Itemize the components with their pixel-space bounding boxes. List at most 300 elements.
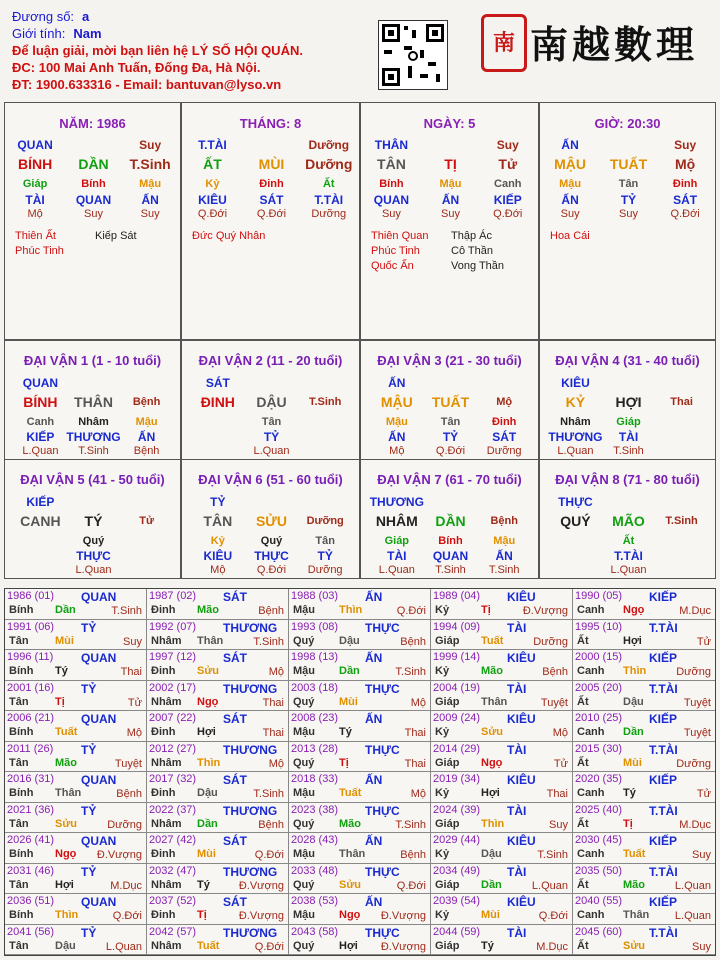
year-branch: Ngọ [197,695,219,708]
year-label: 2029 (44) [433,834,481,846]
year-cell [289,864,431,895]
year-cell [289,833,431,864]
year-phase: Bệnh [400,635,426,648]
year-branch: Hợi [197,726,216,738]
year-god: THƯƠNG [223,864,278,879]
year-cell [5,833,147,864]
year-branch: Mão [623,878,645,891]
star-name: Thập Ác [451,230,492,242]
year-phase: Suy [123,635,142,648]
year-stem: Quý [293,756,315,769]
year-god: THƯƠNG [223,681,278,696]
year-stem: Kỷ [435,726,450,738]
hidden-god: THỰC [76,549,111,563]
year-branch: Tý [481,939,494,952]
address: ĐC: 100 Mai Anh Tuấn, Đống Đa, Hà Nội. [12,60,261,75]
year-branch: Mùi [197,848,216,860]
year-god: QUAN [81,834,117,848]
year-god: T.TÀI [649,925,678,940]
header-info [12,8,303,93]
year-phase: T.Sinh [111,605,142,617]
year-god: TỶ [81,681,97,696]
pillar-cell: Đinh [672,178,698,190]
pillar-title: THÁNG: 8 [239,116,302,131]
year-label: 2006 (21) [7,712,55,724]
year-branch: Mùi [55,634,74,647]
hidden-phase: T.Sinh [78,445,109,457]
pillar-cell: TÀI [25,193,45,207]
year-phase: Thai [262,696,284,709]
pillar-cell: ẤN [561,138,579,152]
year-cell [5,864,147,895]
hidden-phase: L.Quan [75,564,112,576]
year-branch: Thìn [623,665,647,677]
hidden-phase: L.Quan [22,445,59,457]
hidden-phase: T.Sinh [435,564,466,576]
star-name: Quốc Ấn [371,260,414,272]
year-stem: Bính [9,726,34,738]
pillar-cell: Suy [84,208,103,220]
year-branch: Mão [481,665,503,677]
pillar-cell: ẤT [203,156,222,172]
year-phase: Bệnh [116,788,142,800]
year-cell [5,650,147,681]
year-cell [289,650,431,681]
dai-van-chi: TUẤT [431,394,470,410]
year-phase: Đ.Vượng [380,940,426,953]
year-label: 1997 (12) [149,651,197,663]
year-cell [431,803,573,834]
dai-van-god: KIẾP [26,495,55,509]
year-label: 2024 (39) [433,803,481,816]
dai-van-god: ẤN [388,376,406,390]
year-god: TÀI [507,864,527,879]
year-phase: Đ.Vượng [238,910,284,922]
year-cell [431,894,573,925]
hidden-god: TÀI [618,430,639,444]
year-label: 2007 (22) [149,712,197,724]
year-label: 1989 (04) [433,590,481,602]
year-branch: Thân [197,634,224,647]
pillar-cell: ẤN [441,193,460,207]
year-stem: Giáp [435,878,460,891]
year-god: TÀI [507,742,527,757]
year-label: 2045 (60) [575,925,623,938]
year-stem: Kỷ [435,787,450,799]
year-stem: Bính [9,604,34,616]
hidden-god: KIẾP [26,430,55,444]
year-cell [5,681,147,712]
year-cell [431,833,573,864]
year-label: 2038 (53) [291,895,339,907]
dai-van-phase: Mộ [496,396,513,408]
year-stem: Giáp [435,756,460,769]
year-cell [431,681,573,712]
dai-van-chi: HỢI [615,394,642,410]
star-name: Vong Thần [451,260,505,272]
year-label: 2030 (45) [575,834,623,846]
year-label: 2001 (16) [7,681,55,694]
year-branch: Tý [623,787,636,799]
year-god: ẤN [365,895,383,909]
pillar-cell: Kỷ [205,178,220,190]
hidden-stem: Giáp [616,416,641,428]
pillar-cell: Q.Đới [670,208,700,220]
hidden-god: THƯƠNG [548,430,603,444]
dai-van-phase: Bệnh [132,396,161,408]
pillar-cell: Suy [139,138,162,152]
year-god: THỰC [365,742,400,757]
year-phase: T.Sinh [395,666,426,678]
pillar-cell: Mậu [559,178,582,190]
year-god: TÀI [507,681,527,696]
year-god: SÁT [223,712,247,726]
year-branch: Mùi [481,909,500,921]
year-cell [573,650,715,681]
hidden-stem: Ất [622,535,635,547]
hidden-stem: Quý [82,535,105,547]
hidden-phase: Dưỡng [307,564,343,576]
hidden-god: TỶ [263,430,280,444]
year-label: 2017 (32) [149,773,197,785]
year-branch: Tị [623,817,633,830]
year-stem: Canh [577,909,605,921]
year-phase: M.Dục [110,879,142,892]
year-cell [147,589,289,620]
year-god: THƯƠNG [223,620,278,635]
year-branch: Hợi [481,787,500,799]
year-cell [5,772,147,803]
year-phase: Mộ [268,757,284,770]
pillar-cell: TỶ [620,193,637,207]
pillar-cell: Suy [674,138,697,152]
dai-van-can: KỶ [565,394,586,410]
year-phase: Q.Đới [396,605,426,617]
pillar-box [539,102,716,340]
year-god: TÀI [507,803,527,818]
pillar-cell: Dưỡng [308,138,350,152]
pillar-cell: Tử [498,156,518,172]
pillar-cell: MÙI [258,156,285,172]
qr-code-icon [378,20,448,90]
year-label: 2004 (19) [433,681,481,694]
year-god: TÀI [507,925,527,940]
year-god: THỰC [365,925,400,940]
year-label: 2011 (26) [7,742,54,755]
year-god: THỰC [365,681,400,696]
year-branch: Dần [623,726,644,738]
year-label: 2014 (29) [433,742,481,755]
year-god: T.TÀI [649,803,678,818]
year-phase: Mộ [552,727,568,739]
year-god: QUAN [81,712,117,726]
dai-van-title: ĐẠI VẬN 7 (61 - 70 tuổi) [377,472,522,487]
year-label: 2034 (49) [433,864,481,877]
hidden-phase: T.Sinh [613,445,644,457]
dai-van-chi: MÃO [612,513,645,529]
year-stem: Kỷ [435,604,450,616]
year-phase: Tuyệt [683,696,711,709]
year-stem: Tân [9,817,29,830]
year-cell [147,650,289,681]
year-phase: Đ.Vượng [380,910,426,922]
year-phase: Q.Đới [112,910,142,922]
year-phase: Q.Đới [538,910,568,922]
year-stem: Quý [293,878,315,891]
year-god: T.TÀI [649,620,678,635]
year-label: 2033 (48) [291,864,339,877]
dai-van-chi: DẬU [256,394,287,410]
year-label: 1999 (14) [433,651,481,663]
star-name: Kiếp Sát [95,230,137,242]
year-label: 2015 (30) [575,742,623,755]
year-stem: Mậu [293,909,315,921]
dai-van-phase: T.Sinh [665,515,698,527]
year-cell [573,620,715,651]
pillar-cell: Bính [81,178,106,190]
year-stem: Quý [293,939,315,952]
year-cell [289,681,431,712]
hidden-god: THỰC [254,549,289,563]
star-name: Phúc Tinh [371,245,420,257]
year-stem: Tân [9,634,29,647]
pillar-cell: Mộ [675,156,696,172]
year-god: THỰC [365,620,400,635]
year-label: 2005 (20) [575,681,623,694]
hidden-god: ẤN [388,430,406,444]
hidden-god: ẤN [137,430,156,444]
year-stem: Canh [577,726,605,738]
dai-van-box [539,340,716,460]
year-god: KIÊU [507,590,536,604]
year-branch: Mùi [623,756,642,769]
year-phase: T.Sinh [537,849,568,861]
year-label: 2002 (17) [149,681,197,694]
year-phase: Thai [404,727,426,739]
pillar-cell: T.TÀI [198,138,227,152]
dai-van-title: ĐẠI VẬN 5 (41 - 50 tuổi) [20,472,165,487]
year-god: TỶ [81,925,97,940]
year-branch: Dần [197,817,218,830]
pillar-cell: T.TÀI [314,193,344,207]
year-cell [573,894,715,925]
year-cell [289,620,431,651]
year-cell [147,925,289,956]
dai-van-god: THƯƠNG [369,495,424,509]
hidden-phase: Q.Đới [435,445,466,457]
year-stem: Quý [293,634,315,647]
year-stem: Tân [9,756,29,769]
star-name: Đức Quý Nhân [192,230,266,242]
dai-van-box [360,459,539,579]
year-god: ẤN [365,834,383,848]
pillar-cell: TÂN [377,156,406,172]
year-stem: Nhâm [151,939,182,952]
year-label: 2025 (40) [575,803,623,816]
pillar-cell: ẤN [561,193,579,207]
year-label: 1994 (09) [433,620,481,633]
year-phase: Tuyệt [540,696,568,709]
year-cell [289,894,431,925]
hidden-god: QUAN [432,549,469,563]
year-cell [573,803,715,834]
gender-label: Giới tính: [12,26,66,41]
year-label: 2028 (43) [291,834,339,846]
star-name: Phúc Tinh [15,245,64,257]
year-label: 1991 (06) [7,620,55,633]
dai-van-title: ĐẠI VẬN 6 (51 - 60 tuổi) [198,472,343,487]
dai-van-box [181,459,360,579]
year-cell [5,589,147,620]
year-label: 2012 (27) [149,742,197,755]
gender-value: Nam [73,26,102,41]
year-branch: Sửu [197,665,220,677]
year-branch: Mão [339,817,361,830]
year-cell [573,772,715,803]
pillar-cell: Q.Đới [493,208,523,220]
year-cell [147,681,289,712]
dai-van-title: ĐẠI VẬN 2 (11 - 20 tuổi) [198,353,343,368]
year-label: 1998 (13) [291,651,339,663]
dai-van-title: ĐẠI VẬN 1 (1 - 10 tuổi) [23,353,162,368]
year-cell [289,589,431,620]
year-cell [289,925,431,956]
dai-van-chi: SỬU [255,513,288,529]
pillar-cell: Suy [140,208,160,220]
year-label: 2003 (18) [291,681,339,694]
year-branch: Dậu [481,848,502,860]
red-seal-logo: 南 [481,14,527,72]
year-phase: Q.Đới [254,849,284,861]
year-label: 1996 (11) [7,651,54,663]
year-label: 2041 (56) [7,925,55,938]
dai-van-can: CANH [20,513,61,529]
year-branch: Mão [55,756,77,769]
year-god: KIÊU [507,651,536,665]
dai-van-box [539,459,716,579]
pillar-cell: BÍNH [17,156,53,172]
hidden-god: TÀI [387,549,407,563]
year-god: SÁT [223,834,247,848]
pillar-cell: ẤN [141,193,159,207]
pillar-cell: Bính [379,178,404,190]
year-stem: Giáp [435,695,460,708]
year-god: TỶ [81,620,97,635]
year-branch: Thân [339,848,366,860]
year-cell [289,772,431,803]
pillar-cell: Dưỡng [311,208,347,220]
pillar-cell: KIẾP [493,193,522,207]
year-label: 2019 (34) [433,773,481,785]
year-phase: Mộ [410,696,426,709]
year-cell [289,711,431,742]
year-label: 1995 (10) [575,620,623,633]
year-god: ẤN [365,651,383,665]
year-label: 2027 (42) [149,834,197,846]
dai-van-title: ĐẠI VẬN 8 (71 - 80 tuổi) [555,472,700,487]
annual-luck-grid [4,588,716,956]
year-cell [147,833,289,864]
year-cell [431,742,573,773]
dai-van-box [4,459,181,579]
year-branch: Tý [339,726,352,738]
hidden-phase: Bệnh [133,445,160,457]
year-label: 2008 (23) [291,712,339,724]
year-stem: Mậu [293,665,315,677]
hidden-god: SÁT [492,430,517,444]
pillar-cell: KIÊU [198,193,227,207]
year-phase: Thai [262,727,284,739]
pillar-cell: SÁT [259,193,284,207]
year-cell [147,894,289,925]
year-god: KIẾP [649,590,678,604]
year-phase: M.Dục [679,605,711,617]
year-branch: Tị [197,909,207,921]
year-branch: Ngọ [55,848,77,860]
pillar-box [360,102,539,340]
year-cell [431,711,573,742]
hidden-god: TỶ [442,430,459,444]
hidden-stem: Nhâm [560,416,591,428]
year-god: KIÊU [507,712,536,726]
year-god: KIẾP [649,834,678,848]
hidden-stem: Kỷ [210,535,225,547]
year-cell [5,711,147,742]
dai-van-can: QUÝ [560,513,591,529]
year-branch: Thân [623,909,650,921]
year-phase: T.Sinh [253,788,284,800]
year-phase: Đ.Vượng [522,605,568,617]
hidden-god: THƯƠNG [66,430,121,444]
year-branch: Sửu [55,817,78,830]
year-branch: Tuất [55,726,78,738]
year-cell [431,650,573,681]
hidden-phase: Dưỡng [486,445,522,457]
year-god: KIÊU [507,834,536,848]
pillar-cell: Mậu [139,178,162,190]
year-stem: Đinh [151,787,176,799]
year-phase: Mộ [268,666,284,678]
pillar-cell: QUAN [75,193,112,207]
year-label: 2021 (36) [7,803,55,816]
year-label: 2031 (46) [7,864,55,877]
year-cell [573,864,715,895]
year-cell [5,894,147,925]
pillar-cell: THÂN [374,138,409,152]
year-branch: Tuất [339,787,362,799]
pillar-box [181,102,360,340]
year-stem: Đinh [151,604,176,616]
year-label: 1990 (05) [575,590,623,602]
year-cell [289,803,431,834]
year-god: TÀI [507,620,527,635]
hidden-stem: Bính [438,535,463,547]
year-branch: Ngọ [339,909,361,921]
year-phase: Đ.Vượng [96,849,142,861]
year-god: KIÊU [507,773,536,787]
year-phase: Dưỡng [107,818,142,831]
year-label: 2023 (38) [291,803,339,816]
year-stem: Canh [577,848,605,860]
hidden-god: ẤN [495,549,513,563]
year-phase: T.Sinh [395,818,426,831]
year-cell [5,925,147,956]
year-phase: Bệnh [400,849,426,861]
year-god: QUAN [81,895,117,909]
year-phase: Q.Đới [254,940,284,953]
year-branch: Ngọ [623,604,645,616]
year-label: 2032 (47) [149,864,197,877]
